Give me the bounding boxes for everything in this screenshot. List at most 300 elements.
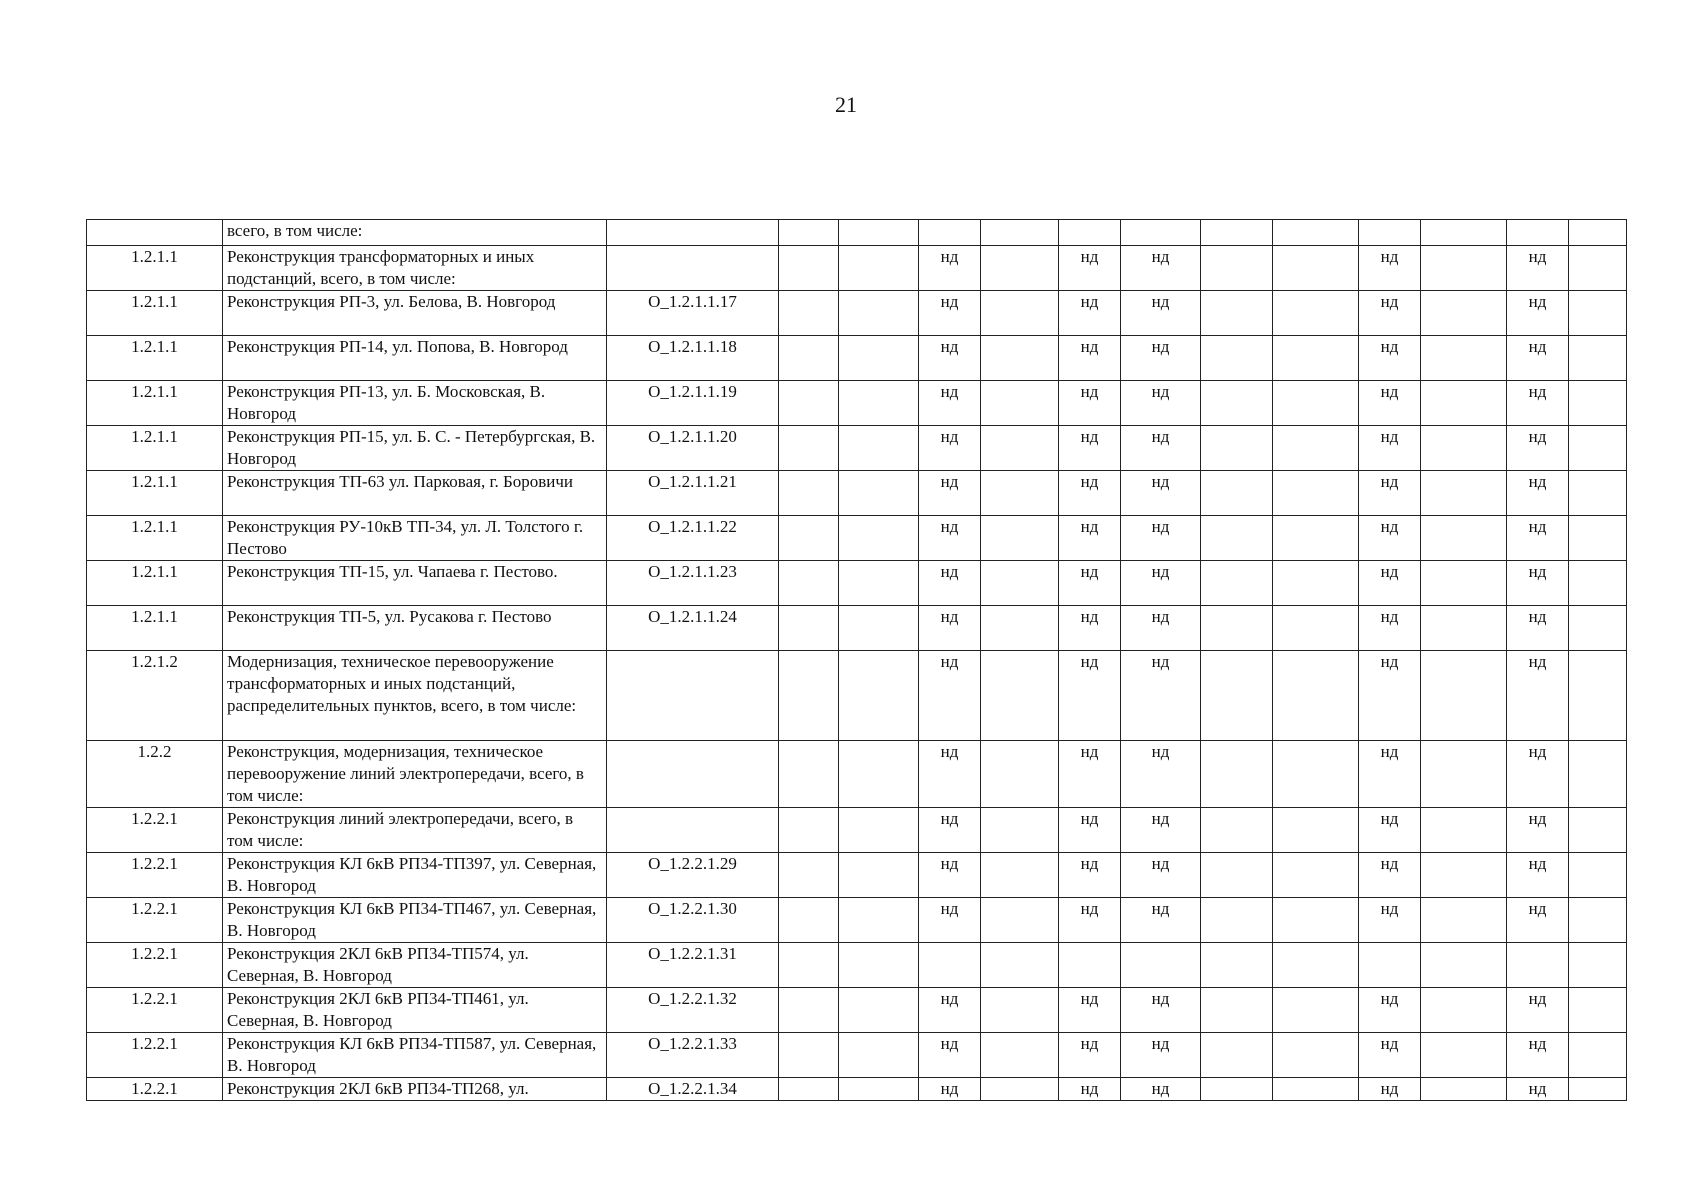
item-code: 1.2.1.1 xyxy=(87,291,223,336)
nd-cell: нд xyxy=(1507,381,1569,426)
empty-cell xyxy=(981,606,1059,651)
empty-cell xyxy=(839,336,919,381)
empty-cell xyxy=(839,426,919,471)
nd-cell: нд xyxy=(1059,1078,1121,1101)
empty-cell xyxy=(779,808,839,853)
empty-cell xyxy=(1359,220,1421,246)
empty-cell xyxy=(981,1078,1059,1101)
empty-cell xyxy=(1273,741,1359,808)
empty-cell xyxy=(919,943,981,988)
empty-cell xyxy=(1273,1033,1359,1078)
nd-cell: нд xyxy=(1359,853,1421,898)
nd-cell: нд xyxy=(1059,336,1121,381)
empty-cell xyxy=(779,381,839,426)
empty-cell xyxy=(779,741,839,808)
nd-cell: нд xyxy=(1507,606,1569,651)
item-code: 1.2.1.1 xyxy=(87,336,223,381)
empty-cell xyxy=(981,291,1059,336)
nd-cell: нд xyxy=(1507,741,1569,808)
item-name: Реконструкция КЛ 6кВ РП34-ТП467, ул. Северная, В. Новгород xyxy=(223,898,607,943)
empty-cell xyxy=(981,943,1059,988)
empty-cell xyxy=(1569,220,1627,246)
empty-cell xyxy=(779,220,839,246)
table-row xyxy=(87,561,1627,606)
empty-cell xyxy=(1569,943,1627,988)
item-identifier: O_1.2.1.1.22 xyxy=(607,516,779,561)
nd-cell: нд xyxy=(1059,898,1121,943)
nd-cell: нд xyxy=(1507,291,1569,336)
empty-cell xyxy=(1421,808,1507,853)
nd-cell: нд xyxy=(1507,516,1569,561)
item-code: 1.2.1.1 xyxy=(87,426,223,471)
empty-cell xyxy=(839,381,919,426)
empty-cell xyxy=(1569,1033,1627,1078)
nd-cell: нд xyxy=(1359,808,1421,853)
empty-cell xyxy=(839,220,919,246)
empty-cell xyxy=(1273,943,1359,988)
empty-cell xyxy=(839,606,919,651)
empty-cell xyxy=(1273,291,1359,336)
empty-cell xyxy=(1201,516,1273,561)
empty-cell xyxy=(1273,898,1359,943)
nd-cell: нд xyxy=(1121,651,1201,741)
nd-cell: нд xyxy=(1121,291,1201,336)
empty-cell xyxy=(981,336,1059,381)
item-identifier xyxy=(607,651,779,741)
empty-cell xyxy=(779,426,839,471)
nd-cell: нд xyxy=(1121,381,1201,426)
empty-cell xyxy=(779,1078,839,1101)
empty-cell xyxy=(1273,516,1359,561)
empty-cell xyxy=(779,561,839,606)
empty-cell xyxy=(1569,516,1627,561)
table-row xyxy=(87,1033,1627,1078)
empty-cell xyxy=(1421,606,1507,651)
nd-cell: нд xyxy=(919,471,981,516)
empty-cell xyxy=(1421,246,1507,291)
item-identifier xyxy=(607,808,779,853)
empty-cell xyxy=(779,606,839,651)
table-row xyxy=(87,426,1627,471)
empty-cell xyxy=(1201,381,1273,426)
empty-cell xyxy=(1059,220,1121,246)
nd-cell: нд xyxy=(1507,988,1569,1033)
item-identifier: O_1.2.1.1.19 xyxy=(607,381,779,426)
nd-cell: нд xyxy=(1059,988,1121,1033)
table-row xyxy=(87,291,1627,336)
nd-cell: нд xyxy=(1507,471,1569,516)
nd-cell: нд xyxy=(1059,291,1121,336)
empty-cell xyxy=(779,336,839,381)
nd-cell: нд xyxy=(1507,336,1569,381)
empty-cell xyxy=(981,741,1059,808)
nd-cell: нд xyxy=(1507,1033,1569,1078)
empty-cell xyxy=(839,651,919,741)
item-code: 1.2.1.1 xyxy=(87,516,223,561)
empty-cell xyxy=(1201,741,1273,808)
empty-cell xyxy=(981,516,1059,561)
item-identifier: O_1.2.1.1.21 xyxy=(607,471,779,516)
nd-cell: нд xyxy=(1507,426,1569,471)
empty-cell xyxy=(1273,1078,1359,1101)
item-code: 1.2.2.1 xyxy=(87,898,223,943)
empty-cell xyxy=(1201,651,1273,741)
empty-cell xyxy=(779,853,839,898)
item-identifier: O_1.2.2.1.30 xyxy=(607,898,779,943)
table-row xyxy=(87,988,1627,1033)
empty-cell xyxy=(1569,988,1627,1033)
nd-cell: нд xyxy=(1121,988,1201,1033)
empty-cell xyxy=(1201,988,1273,1033)
empty-cell xyxy=(839,988,919,1033)
empty-cell xyxy=(779,1033,839,1078)
nd-cell: нд xyxy=(1507,898,1569,943)
nd-cell: нд xyxy=(1121,561,1201,606)
item-identifier: O_1.2.1.1.17 xyxy=(607,291,779,336)
empty-cell xyxy=(1201,291,1273,336)
nd-cell: нд xyxy=(919,336,981,381)
empty-cell xyxy=(1421,561,1507,606)
empty-cell xyxy=(1273,561,1359,606)
empty-cell xyxy=(1273,471,1359,516)
nd-cell: нд xyxy=(1507,561,1569,606)
item-code: 1.2.2.1 xyxy=(87,988,223,1033)
empty-cell xyxy=(1273,426,1359,471)
item-name: Реконструкция ТП-63 ул. Парковая, г. Боровичи xyxy=(223,471,607,516)
nd-cell: нд xyxy=(919,898,981,943)
nd-cell: нд xyxy=(1121,471,1201,516)
empty-cell xyxy=(1569,381,1627,426)
empty-cell xyxy=(1569,246,1627,291)
item-code: 1.2.1.1 xyxy=(87,381,223,426)
item-name: Модернизация, техническое перевооружение трансформаторных и иных подстанций, распределительных пунктов, всего, в том числе: xyxy=(223,651,607,741)
empty-cell xyxy=(779,291,839,336)
table-row xyxy=(87,898,1627,943)
empty-cell xyxy=(1421,516,1507,561)
table-row xyxy=(87,516,1627,561)
nd-cell: нд xyxy=(1059,561,1121,606)
empty-cell xyxy=(779,516,839,561)
nd-cell: нд xyxy=(1359,336,1421,381)
nd-cell: нд xyxy=(919,651,981,741)
empty-cell xyxy=(839,898,919,943)
nd-cell: нд xyxy=(1121,898,1201,943)
nd-cell: нд xyxy=(919,988,981,1033)
empty-cell xyxy=(779,988,839,1033)
table-row xyxy=(87,943,1627,988)
empty-cell xyxy=(981,988,1059,1033)
nd-cell: нд xyxy=(1359,561,1421,606)
nd-cell: нд xyxy=(1121,516,1201,561)
nd-cell: нд xyxy=(919,291,981,336)
empty-cell xyxy=(1421,1033,1507,1078)
nd-cell: нд xyxy=(1121,853,1201,898)
nd-cell: нд xyxy=(1359,426,1421,471)
item-code: 1.2.1.2 xyxy=(87,651,223,741)
nd-cell: нд xyxy=(919,1078,981,1101)
empty-cell xyxy=(1569,808,1627,853)
item-name: всего, в том числе: xyxy=(223,220,607,246)
empty-cell xyxy=(1273,808,1359,853)
empty-cell xyxy=(1201,808,1273,853)
empty-cell xyxy=(1569,561,1627,606)
empty-cell xyxy=(1421,988,1507,1033)
item-name: Реконструкция РП-15, ул. Б. С. - Петербургская, В. Новгород xyxy=(223,426,607,471)
table-row xyxy=(87,606,1627,651)
item-code: 1.2.2.1 xyxy=(87,853,223,898)
nd-cell: нд xyxy=(1059,426,1121,471)
nd-cell: нд xyxy=(1359,1078,1421,1101)
nd-cell: нд xyxy=(1359,246,1421,291)
empty-cell xyxy=(1569,606,1627,651)
nd-cell: нд xyxy=(1059,471,1121,516)
empty-cell xyxy=(1421,381,1507,426)
empty-cell xyxy=(1569,741,1627,808)
table-row xyxy=(87,853,1627,898)
item-code: 1.2.1.1 xyxy=(87,471,223,516)
item-name: Реконструкция ТП-15, ул. Чапаева г. Пестово. xyxy=(223,561,607,606)
nd-cell: нд xyxy=(1059,381,1121,426)
empty-cell xyxy=(981,426,1059,471)
empty-cell xyxy=(839,246,919,291)
nd-cell: нд xyxy=(1121,606,1201,651)
item-code: 1.2.1.1 xyxy=(87,606,223,651)
item-name: Реконструкция РП-3, ул. Белова, В. Новгород xyxy=(223,291,607,336)
investment-table xyxy=(86,219,1627,1101)
table-row xyxy=(87,336,1627,381)
empty-cell xyxy=(981,561,1059,606)
nd-cell: нд xyxy=(919,808,981,853)
empty-cell xyxy=(1273,246,1359,291)
empty-cell xyxy=(1201,561,1273,606)
empty-cell xyxy=(1201,898,1273,943)
nd-cell: нд xyxy=(1121,336,1201,381)
empty-cell xyxy=(1201,943,1273,988)
empty-cell xyxy=(1273,988,1359,1033)
item-name: Реконструкция 2КЛ 6кВ РП34-ТП268, ул. xyxy=(223,1078,607,1101)
empty-cell xyxy=(1273,381,1359,426)
item-name: Реконструкция трансформаторных и иных подстанций, всего, в том числе: xyxy=(223,246,607,291)
nd-cell: нд xyxy=(1359,898,1421,943)
nd-cell: нд xyxy=(1121,808,1201,853)
item-identifier: O_1.2.1.1.24 xyxy=(607,606,779,651)
table-row xyxy=(87,246,1627,291)
empty-cell xyxy=(1569,291,1627,336)
table-row xyxy=(87,808,1627,853)
item-name: Реконструкция 2КЛ 6кВ РП34-ТП574, ул. Северная, В. Новгород xyxy=(223,943,607,988)
empty-cell xyxy=(1569,898,1627,943)
nd-cell: нд xyxy=(919,516,981,561)
item-code: 1.2.2.1 xyxy=(87,1078,223,1101)
item-identifier xyxy=(607,741,779,808)
nd-cell: нд xyxy=(919,426,981,471)
empty-cell xyxy=(1421,898,1507,943)
item-code: 1.2.1.1 xyxy=(87,246,223,291)
nd-cell: нд xyxy=(1121,1078,1201,1101)
empty-cell xyxy=(839,808,919,853)
nd-cell: нд xyxy=(1359,651,1421,741)
nd-cell: нд xyxy=(1507,651,1569,741)
item-name: Реконструкция, модернизация, техническое перевооружение линий электропередачи, всего, в том числе: xyxy=(223,741,607,808)
empty-cell xyxy=(1201,1078,1273,1101)
nd-cell: нд xyxy=(1359,381,1421,426)
empty-cell xyxy=(779,898,839,943)
empty-cell xyxy=(1421,853,1507,898)
empty-cell xyxy=(839,561,919,606)
nd-cell: нд xyxy=(1359,606,1421,651)
nd-cell: нд xyxy=(919,1033,981,1078)
nd-cell: нд xyxy=(1059,853,1121,898)
empty-cell xyxy=(1201,606,1273,651)
empty-cell xyxy=(839,291,919,336)
empty-cell xyxy=(1201,336,1273,381)
table-row xyxy=(87,471,1627,516)
nd-cell: нд xyxy=(1507,1078,1569,1101)
item-identifier: O_1.2.1.1.18 xyxy=(607,336,779,381)
empty-cell xyxy=(1121,220,1201,246)
empty-cell xyxy=(839,1078,919,1101)
nd-cell: нд xyxy=(919,606,981,651)
empty-cell xyxy=(1273,606,1359,651)
table-row xyxy=(87,741,1627,808)
empty-cell xyxy=(1421,471,1507,516)
empty-cell xyxy=(1569,853,1627,898)
empty-cell xyxy=(1569,651,1627,741)
nd-cell: нд xyxy=(1121,246,1201,291)
empty-cell xyxy=(1201,220,1273,246)
table-row xyxy=(87,651,1627,741)
empty-cell xyxy=(981,651,1059,741)
empty-cell xyxy=(1121,943,1201,988)
nd-cell: нд xyxy=(1059,606,1121,651)
item-identifier: O_1.2.1.1.23 xyxy=(607,561,779,606)
empty-cell xyxy=(981,246,1059,291)
item-identifier xyxy=(607,246,779,291)
empty-cell xyxy=(1421,1078,1507,1101)
empty-cell xyxy=(1421,291,1507,336)
empty-cell xyxy=(1359,943,1421,988)
nd-cell: нд xyxy=(919,741,981,808)
empty-cell xyxy=(1421,336,1507,381)
empty-cell xyxy=(779,651,839,741)
empty-cell xyxy=(981,898,1059,943)
empty-cell xyxy=(839,516,919,561)
item-code: 1.2.2.1 xyxy=(87,943,223,988)
empty-cell xyxy=(1201,426,1273,471)
item-name: Реконструкция КЛ 6кВ РП34-ТП587, ул. Северная, В. Новгород xyxy=(223,1033,607,1078)
empty-cell xyxy=(1507,220,1569,246)
table-row xyxy=(87,220,1627,246)
item-identifier: O_1.2.2.1.29 xyxy=(607,853,779,898)
empty-cell xyxy=(1201,853,1273,898)
empty-cell xyxy=(1421,220,1507,246)
empty-cell xyxy=(1569,336,1627,381)
nd-cell: нд xyxy=(919,246,981,291)
nd-cell: нд xyxy=(919,381,981,426)
item-identifier: O_1.2.2.1.33 xyxy=(607,1033,779,1078)
nd-cell: нд xyxy=(1059,651,1121,741)
empty-cell xyxy=(1421,651,1507,741)
empty-cell xyxy=(1421,943,1507,988)
empty-cell xyxy=(839,741,919,808)
empty-cell xyxy=(1421,426,1507,471)
empty-cell xyxy=(839,853,919,898)
empty-cell xyxy=(981,471,1059,516)
table-row xyxy=(87,1078,1627,1101)
nd-cell: нд xyxy=(919,853,981,898)
nd-cell: нд xyxy=(1121,426,1201,471)
nd-cell: нд xyxy=(1059,741,1121,808)
nd-cell: нд xyxy=(1359,291,1421,336)
table-row xyxy=(87,381,1627,426)
empty-cell xyxy=(1201,246,1273,291)
empty-cell xyxy=(839,943,919,988)
item-code xyxy=(87,220,223,246)
empty-cell xyxy=(1201,471,1273,516)
empty-cell xyxy=(1273,220,1359,246)
empty-cell xyxy=(779,943,839,988)
nd-cell: нд xyxy=(1507,246,1569,291)
empty-cell xyxy=(981,853,1059,898)
item-name: Реконструкция РП-14, ул. Попова, В. Новгород xyxy=(223,336,607,381)
empty-cell xyxy=(779,246,839,291)
nd-cell: нд xyxy=(1359,471,1421,516)
nd-cell: нд xyxy=(1359,741,1421,808)
nd-cell: нд xyxy=(1121,741,1201,808)
empty-cell xyxy=(1273,853,1359,898)
nd-cell: нд xyxy=(1059,808,1121,853)
empty-cell xyxy=(1569,426,1627,471)
empty-cell xyxy=(1059,943,1121,988)
item-code: 1.2.1.1 xyxy=(87,561,223,606)
item-name: Реконструкция КЛ 6кВ РП34-ТП397, ул. Северная, В. Новгород xyxy=(223,853,607,898)
item-identifier: O_1.2.2.1.34 xyxy=(607,1078,779,1101)
nd-cell: нд xyxy=(1121,1033,1201,1078)
nd-cell: нд xyxy=(1507,808,1569,853)
empty-cell xyxy=(1569,471,1627,516)
empty-cell xyxy=(919,220,981,246)
empty-cell xyxy=(1507,943,1569,988)
page-number: 21 xyxy=(835,92,857,117)
item-identifier: O_1.2.2.1.32 xyxy=(607,988,779,1033)
nd-cell: нд xyxy=(1359,516,1421,561)
nd-cell: нд xyxy=(1359,988,1421,1033)
empty-cell xyxy=(1273,336,1359,381)
empty-cell xyxy=(839,1033,919,1078)
empty-cell xyxy=(981,808,1059,853)
item-name: Реконструкция линий электропередачи, всего, в том числе: xyxy=(223,808,607,853)
item-identifier: O_1.2.1.1.20 xyxy=(607,426,779,471)
empty-cell xyxy=(981,220,1059,246)
item-identifier: O_1.2.2.1.31 xyxy=(607,943,779,988)
item-code: 1.2.2.1 xyxy=(87,808,223,853)
item-identifier xyxy=(607,220,779,246)
item-code: 1.2.2.1 xyxy=(87,1033,223,1078)
empty-cell xyxy=(981,381,1059,426)
item-code: 1.2.2 xyxy=(87,741,223,808)
nd-cell: нд xyxy=(919,561,981,606)
empty-cell xyxy=(1421,741,1507,808)
item-name: Реконструкция ТП-5, ул. Русакова г. Пестово xyxy=(223,606,607,651)
table-body xyxy=(87,220,1627,1101)
nd-cell: нд xyxy=(1059,516,1121,561)
empty-cell xyxy=(1201,1033,1273,1078)
empty-cell xyxy=(981,1033,1059,1078)
empty-cell xyxy=(839,471,919,516)
empty-cell xyxy=(1273,651,1359,741)
empty-cell xyxy=(1569,1078,1627,1101)
empty-cell xyxy=(779,471,839,516)
